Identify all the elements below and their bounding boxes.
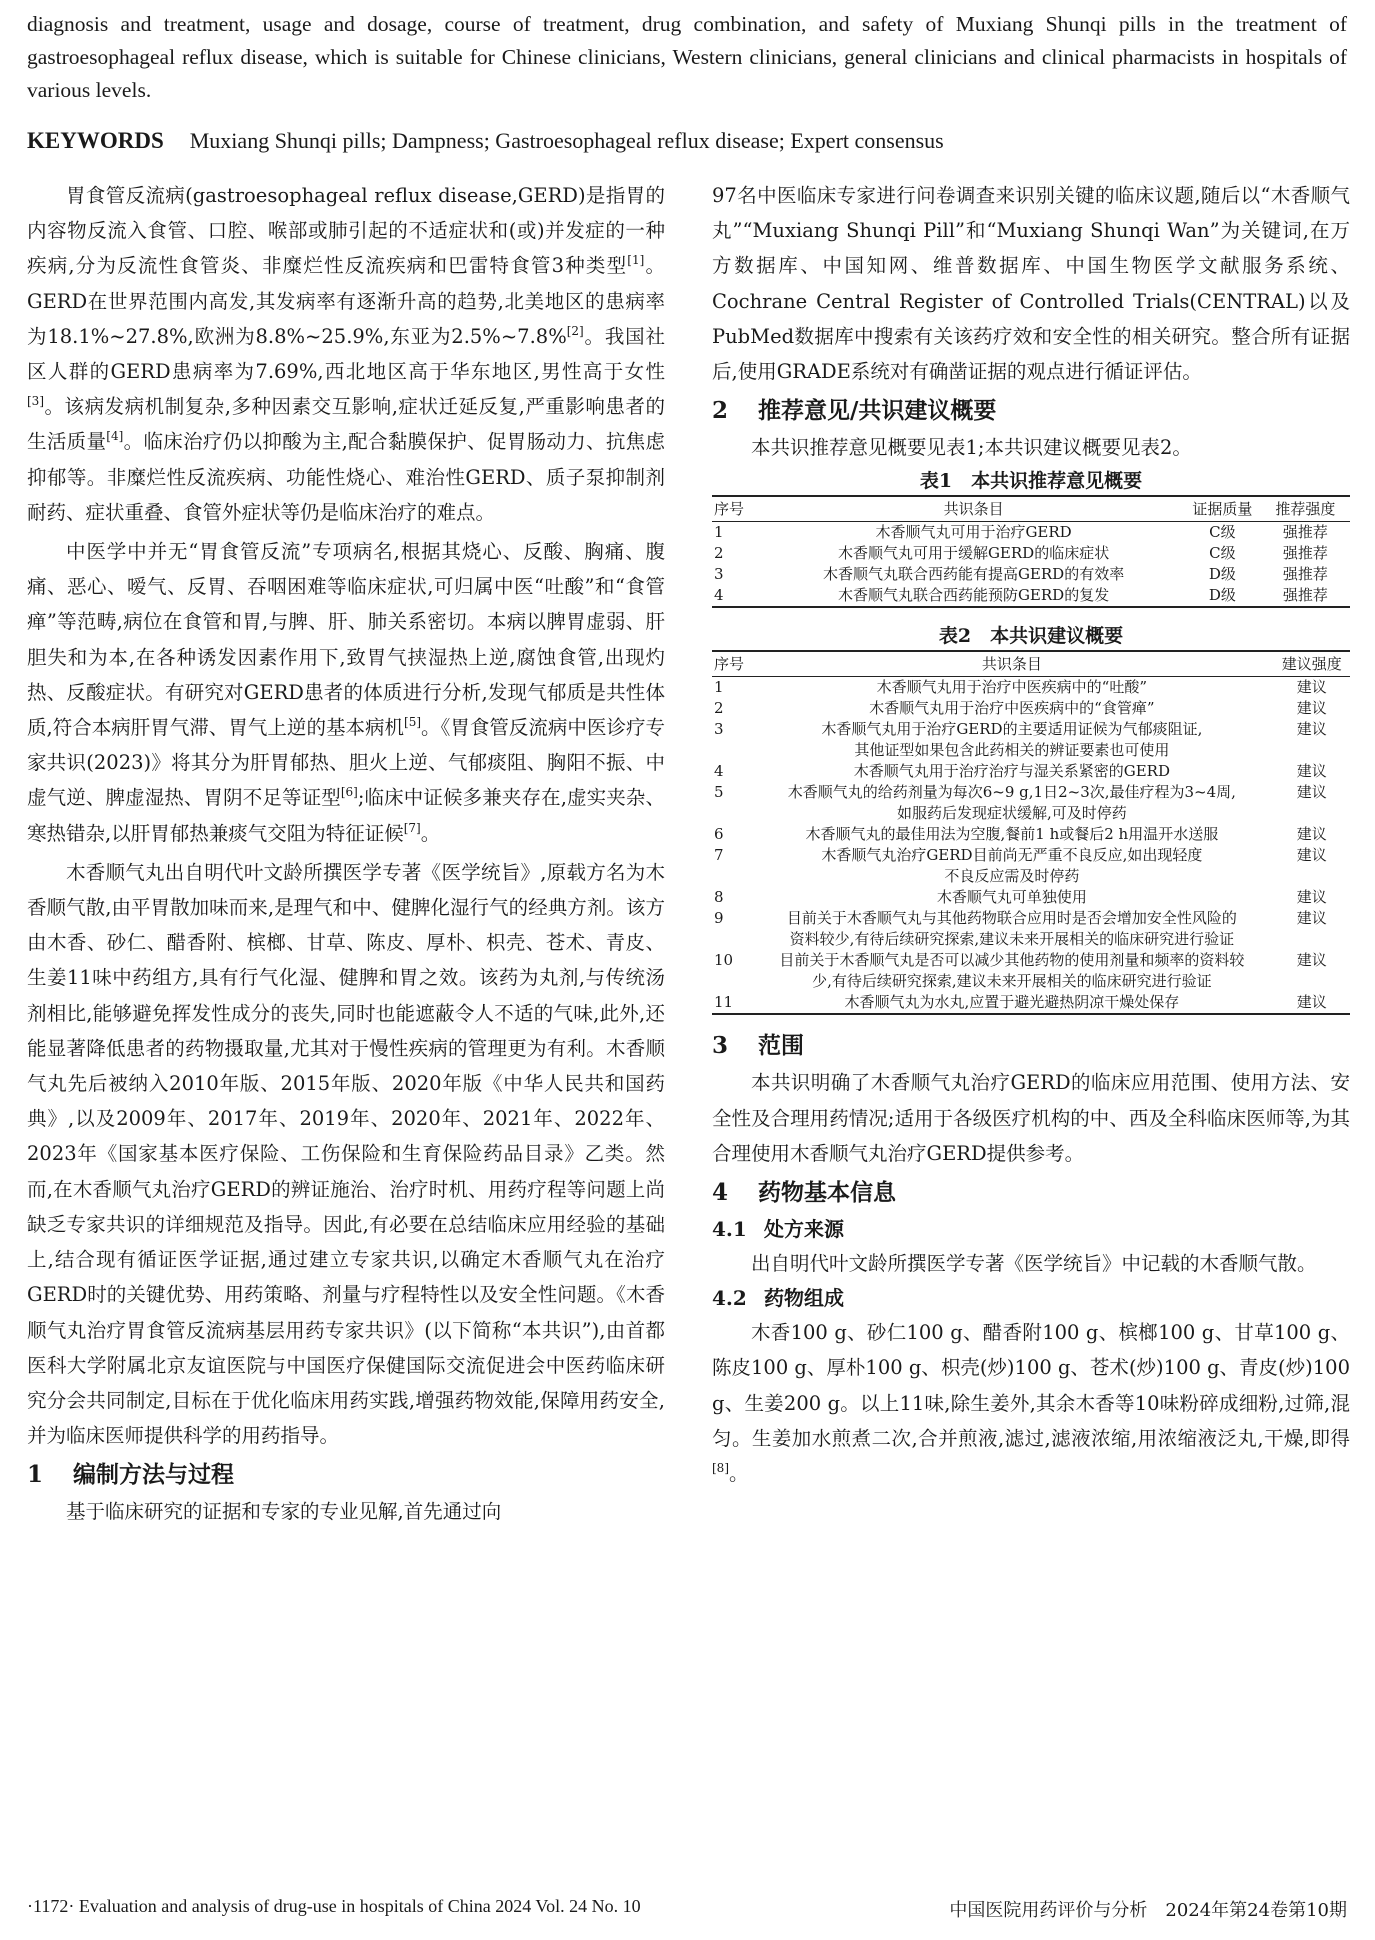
table-1-cell: 强推荐	[1282, 523, 1328, 542]
table-2-cell: 建议	[1296, 909, 1327, 928]
table-1-header-cell: 推荐强度	[1261, 496, 1350, 522]
table-2-cell: 4	[714, 762, 724, 781]
section-4-2-heading: 4.2 药物组成	[712, 1286, 844, 1311]
table-1-cell: C级	[1209, 544, 1236, 563]
table-2-cell: 建议	[1296, 825, 1327, 844]
table-1-header-cell: 序号	[712, 496, 763, 522]
citation[interactable]: [7]	[403, 820, 421, 835]
keywords-label: KEYWORDS	[27, 128, 164, 153]
table-2-row	[712, 677, 1350, 699]
table-2-cell: 建议	[1296, 783, 1327, 802]
table-1-cell: 强推荐	[1282, 565, 1328, 584]
table-2-cell: 建议	[1296, 762, 1327, 781]
table-1-row	[712, 564, 1350, 585]
section-1-paragraph: 基于临床研究的证据和专家的专业见解,首先通过向	[66, 1500, 502, 1524]
intro-paragraph-3: 木香顺气丸出自明代叶文龄所撰医学专著《医学统旨》,原载方名为木香顺气散,由平胃散加味而来,是理气和中、健脾化湿行气的经典方剂。该方由木香、砂仁、醋香附、槟榔、甘草、陈皮、厚朴、枳壳、苍术、青皮、生姜11味中药组方,具有行气化湿、健脾和胃之效。该药为丸剂,与传统汤剂相比,能够避免挥发性成分的丧失,同时也能遮蔽令人不适的气味,此外,还能显著降低患者的药物摄取量,尤其对于慢性疾病的管理更为有利。木香顺气丸先后被纳入2010年版、2015年版、2020年版《中华人民共和国药典》,以及2009年、2017年、2019年、2020年、2021年、2022年、2023年《国家基本医疗保险、工伤保险和生育保险药品目录》乙类。然而,在木香顺气丸治疗GERD的辨证施治、治疗时机、用药疗程等问题上尚缺乏专家共识的详细规范及指导。因此,有必要在总结临床应用经验的基础上,结合现有循证医学证据,通过建立专家共识,以确定木香顺气丸在治疗GERD时的关键优势、用药策略、剂量与疗程特性以及安全性问题。《木香顺气丸治疗胃食管反流病基层用药专家共识》(以下简称“本共识”),由首都医科大学附属北京友谊医院与中国医疗保健国际交流促进会中医药临床研究分会共同制定,目标在于优化临床用药实践,增强药物效能,保障用药安全,并为临床医师提供科学的用药指导。	[27, 860, 665, 1448]
table-2-cell: 6	[714, 825, 724, 844]
table-2-cell: 9	[714, 909, 724, 928]
table-2-cell: 目前关于木香顺气丸与其他药物联合应用时是否会增加安全性风险的 资料较少,有待后续研究探索,建议未来开展相关的临床研究进行验证	[786, 909, 1237, 949]
citation[interactable]: [4]	[106, 429, 124, 444]
table-1-header-cell: 证据质量	[1184, 496, 1261, 522]
section-3-heading: 3 范围	[712, 1032, 804, 1060]
table-2-row	[712, 887, 1350, 908]
table-2-row	[712, 698, 1350, 719]
table-2-cell: 目前关于木香顺气丸是否可以减少其他药物的使用剂量和频率的资料较 少,有待后续研究探索,建议未来开展相关的临床研究进行验证	[779, 951, 1245, 991]
table-2-cell: 建议	[1296, 720, 1327, 739]
table-1-row	[712, 585, 1350, 607]
table-2-row	[712, 824, 1350, 845]
table-2-cell: 2	[714, 699, 724, 718]
citation[interactable]: [3]	[27, 394, 44, 409]
table-2-cell: 建议	[1296, 699, 1327, 718]
footer-right: 中国医院用药评价与分析 2024年第24卷第10期	[949, 1900, 1347, 1921]
table-1-cell: 2	[714, 544, 724, 563]
citation[interactable]: [8]	[712, 1461, 729, 1476]
table-2-row	[712, 782, 1350, 824]
section-1-heading: 1 编制方法与过程	[27, 1461, 234, 1489]
table-2-cell: 木香顺气丸的最佳用法为空腹,餐前1 h或餐后2 h用温开水送服	[805, 825, 1219, 844]
citation[interactable]: [2]	[566, 323, 584, 338]
abstract-tail: diagnosis and treatment, usage and dosage, course of treatment, drug combination, and safety of Muxiang Shunqi pills in the treatment of gastroesophageal reflux disease, which is suitable for Chinese clinicians, Western clinicians, general clinicians and clinical pharmacists in hospitals of various levels.	[27, 12, 1347, 102]
citation[interactable]: [5]	[404, 715, 422, 730]
table-2	[712, 650, 1350, 1015]
table-2-row	[712, 992, 1350, 1014]
section-3-paragraph: 本共识明确了木香顺气丸治疗GERD的临床应用范围、使用方法、安全性及合理用药情况;适用于各级医疗机构的中、西及全科临床医师等,为其合理使用木香顺气丸治疗GERD提供参考。	[712, 1071, 1350, 1165]
citation[interactable]: [6]	[340, 785, 358, 800]
table-1-cell: 强推荐	[1282, 544, 1328, 563]
section-4-heading: 4 药物基本信息	[712, 1179, 896, 1207]
table-2-cell: 11	[712, 992, 750, 1014]
table-1-cell: C级	[1209, 523, 1236, 542]
keywords-line	[27, 128, 1347, 154]
table-1-header-cell: 共识条目	[763, 496, 1184, 522]
citation[interactable]: [1]	[627, 253, 645, 268]
table-1-row	[712, 522, 1350, 544]
section-4-2-paragraph: 木香100 g、砂仁100 g、醋香附100 g、槟榔100 g、甘草100 g、陈皮100 g、厚朴100 g、枳壳(炒)100 g、苍术(炒)100 g、青皮(炒)100 g、生姜200 g。以上11味,除生姜外,其余木香等10味粉碎成细粉,过筛,混匀。生姜加水煎煮二次,合并煎液,滤过,滤液浓缩,用浓缩液泛丸,干燥,即得[8]。	[712, 1321, 1350, 1486]
table-2-cell: 建议	[1296, 846, 1327, 865]
table-2-row	[712, 719, 1350, 761]
table-2-cell: 建议	[1296, 951, 1327, 970]
table-2-cell: 木香顺气丸用于治疗中医疾病中的“吐酸”	[876, 678, 1148, 697]
intro-paragraph-2: 中医学中并无“胃食管反流”专项病名,根据其烧心、反酸、胸痛、腹痛、恶心、嗳气、反胃、吞咽困难等临床症状,可归属中医“吐酸”和“食管瘅”等范畴,病位在食管和胃,与脾、肝、肺关系密切。本病以脾胃虚弱、肝胆失和为本,在各种诱发因素作用下,致胃气挟湿热上逆,腐蚀食管,出现灼热、反酸症状。有研究对GERD患者的体质进行分析,发现气郁质是共性体质,符合本病肝胃气滞、胃气上逆的基本病机[5]。《胃食管反流病中医诊疗专家共识(2023)》将其分为肝胃郁热、胆火上逆、气郁痰阻、胸阳不振、中虚气逆、脾虚湿热、胃阴不足等证型[6];临床中证候多兼夹存在,虚实夹杂、寒热错杂,以肝胃郁热兼痰气交阻为特征证候[7]。	[27, 540, 665, 845]
table-1-cell: 3	[714, 565, 724, 584]
right-column	[712, 178, 1350, 1491]
table-2-cell: 3	[714, 720, 724, 739]
table-2-cell: 木香顺气丸用于治疗治疗与湿关系紧密的GERD	[853, 762, 1170, 781]
table-2-cell: 木香顺气丸用于治疗GERD的主要适用证候为气郁痰阻证, 其他证型如果包含此药相关的辨证要素也可使用	[821, 720, 1203, 760]
table-2-cell: 建议	[1273, 992, 1350, 1014]
table-2-cell: 1	[714, 678, 724, 697]
table-2-row	[712, 845, 1350, 887]
table-1-cell: D级	[1184, 585, 1261, 607]
table-2-cell: 木香顺气丸可单独使用	[936, 888, 1087, 907]
table-1-caption: 表1 本共识推荐意见概要	[919, 470, 1143, 493]
table-2-cell: 10	[714, 951, 734, 970]
table-2-cell: 木香顺气丸用于治疗中医疾病中的“食管瘅”	[869, 699, 1155, 718]
table-2-cell: 木香顺气丸为水丸,应置于避光避热阴凉干燥处保存	[750, 992, 1273, 1014]
table-1-cell: 木香顺气丸可用于治疗GERD	[875, 523, 1072, 542]
table-2-header-cell: 建议强度	[1273, 651, 1350, 677]
section-4-1-paragraph: 出自明代叶文龄所撰医学专著《医学统旨》中记载的木香顺气散。	[751, 1252, 1317, 1276]
section-2-heading: 2 推荐意见/共识建议概要	[712, 397, 997, 425]
table-2-cell: 7	[714, 846, 724, 865]
table-2-header-cell: 序号	[712, 651, 750, 677]
section-4-1-heading: 4.1 处方来源	[712, 1217, 844, 1242]
left-column	[27, 178, 665, 1530]
keywords-text: Muxiang Shunqi pills; Dampness; Gastroesophageal reflux disease; Expert consensus	[189, 128, 944, 153]
table-1-cell: 4	[712, 585, 763, 607]
table-1-cell: 木香顺气丸联合西药能预防GERD的复发	[763, 585, 1184, 607]
table-2-cell: 木香顺气丸治疗GERD目前尚无严重不良反应,如出现轻度 不良反应需及时停药	[821, 846, 1203, 886]
section-2-paragraph: 本共识推荐意见概要见表1;本共识建议概要见表2。	[751, 436, 1192, 460]
table-2-cell: 建议	[1296, 888, 1327, 907]
table-1-cell: 木香顺气丸联合西药能有提高GERD的有效率	[822, 565, 1125, 584]
table-2-row	[712, 908, 1350, 950]
table-2-row	[712, 950, 1350, 992]
section-1-continued: 97名中医临床专家进行问卷调查来识别关键的临床议题,随后以“木香顺气丸”“Muxiang Shunqi Pill”和“Muxiang Shunqi Wan”为关键词,在万方数据库、中国知网、维普数据库、中国生物医学文献服务系统、Cochrane Central Register of Controlled Trials(CENTRAL)以及PubMed数据库中搜索有关该药疗效和安全性的相关研究。整合所有证据后,使用GRADE系统对有确凿证据的观点进行循证评估。	[712, 184, 1350, 384]
table-1-cell: 木香顺气丸可用于缓解GERD的临床症状	[837, 544, 1110, 563]
table-1-row	[712, 543, 1350, 564]
table-2-cell: 5	[714, 783, 724, 802]
table-1-cell: 1	[714, 523, 724, 542]
table-2-cell: 木香顺气丸的给药剂量为每次6~9 g,1日2~3次,最佳疗程为3~4周, 如服药后发现症状缓解,可及时停药	[787, 783, 1236, 823]
intro-paragraph-1: 胃食管反流病(gastroesophageal reflux disease,GERD)是指胃的内容物反流入食管、口腔、喉部或肺引起的不适症状和(或)并发症的一种疾病,分为反流性食管炎、非糜烂性反流疾病和巴雷特食管3种类型[1]。GERD在世界范围内高发,其发病率有逐渐升高的趋势,北美地区的患病率为18.1%~27.8%,欧洲为8.8%~25.9%,东亚为2.5%~7.8%[2]。我国社区人群的GERD患病率为7.69%,西北地区高于华东地区,男性高于女性[3]。该病发病机制复杂,多种因素交互影响,症状迁延反复,严重影响患者的生活质量[4]。临床治疗仍以抑酸为主,配合黏膜保护、促胃肠动力、抗焦虑抑郁等。非糜烂性反流疾病、功能性烧心、难治性GERD、质子泵抑制剂耐药、症状重叠、食管外症状等仍是临床治疗的难点。	[27, 184, 665, 524]
footer-left: ·1172· Evaluation and analysis of drug-use in hospitals of China 2024 Vol. 24 No. 10	[27, 1896, 641, 1916]
table-2-caption: 表2 本共识建议概要	[938, 625, 1124, 648]
table-2-header-cell: 共识条目	[750, 651, 1273, 677]
table-1-cell: D级	[1208, 565, 1236, 584]
table-1	[712, 495, 1350, 608]
table-2-cell: 8	[714, 888, 724, 907]
table-1-cell: 强推荐	[1261, 585, 1350, 607]
table-2-row	[712, 761, 1350, 782]
table-2-cell: 建议	[1296, 678, 1327, 697]
